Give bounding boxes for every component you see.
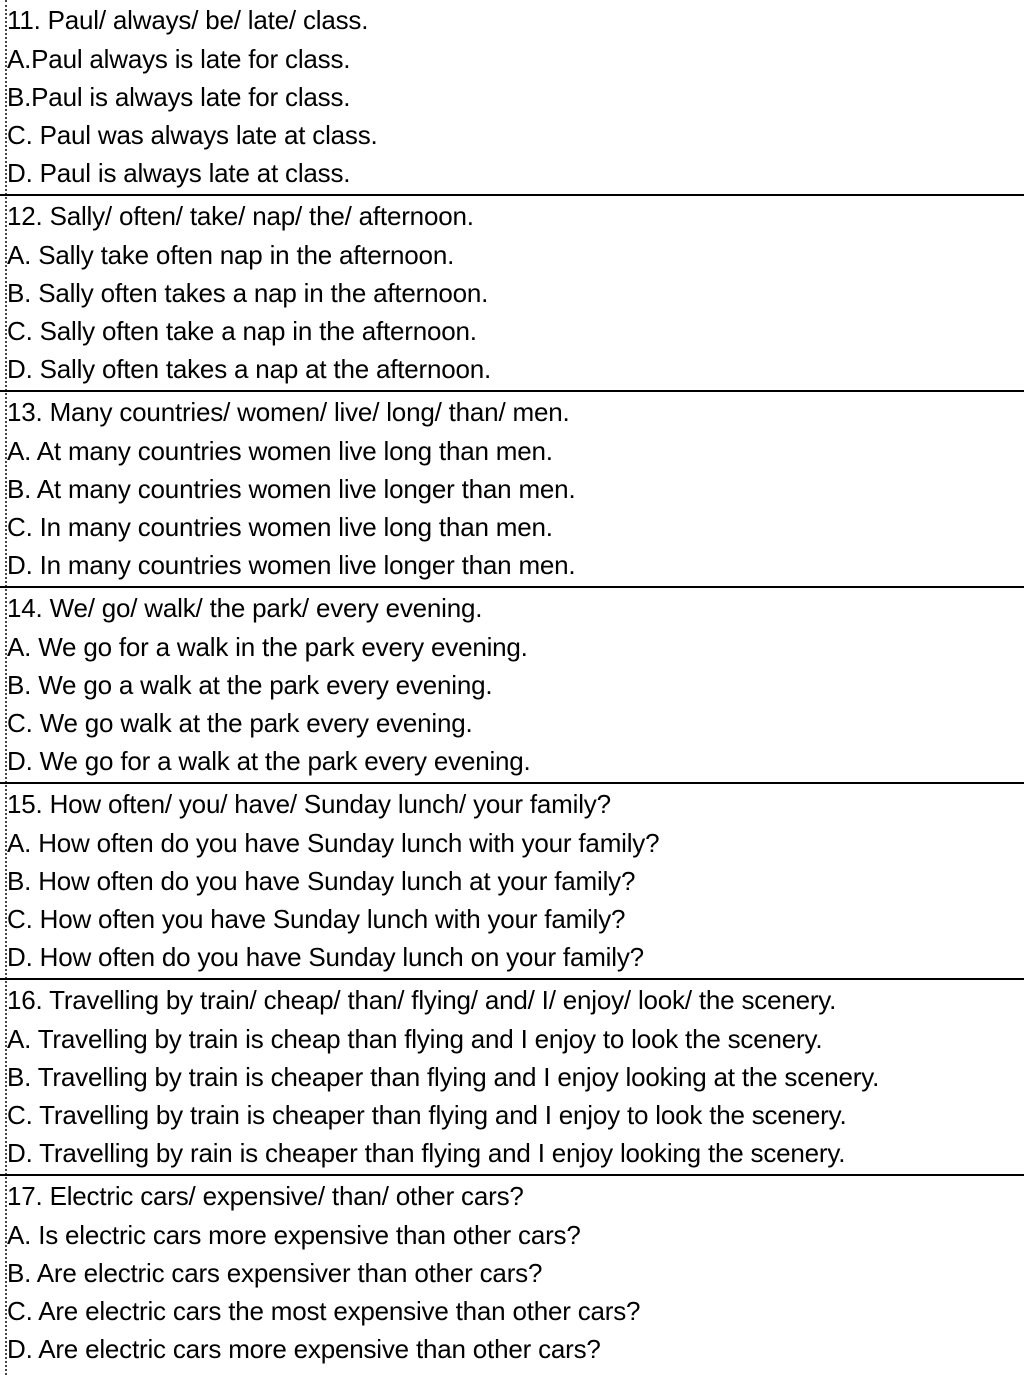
option-d: D. Are electric cars more expensive than other cars? xyxy=(7,1334,601,1364)
question-17 xyxy=(0,1176,1024,1372)
question-prompt: 16. Travelling by train/ cheap/ than/ flying/ and/ I/ enjoy/ look/ the scenery. xyxy=(7,985,837,1015)
question-15 xyxy=(0,784,1024,980)
option-b: B.Paul is always late for class. xyxy=(7,82,351,112)
option-a: A.Paul always is late for class. xyxy=(7,44,351,74)
option-c: C. Paul was always late at class. xyxy=(7,120,378,150)
option-b: B. Travelling by train is cheaper than flying and I enjoy looking at the scenery. xyxy=(7,1062,880,1092)
option-c: C. In many countries women live long than men. xyxy=(7,512,553,542)
question-prompt: 13. Many countries/ women/ live/ long/ than/ men. xyxy=(7,397,570,427)
option-d: D. Paul is always late at class. xyxy=(7,158,351,188)
option-d: D. In many countries women live longer than men. xyxy=(7,550,576,580)
option-c: C. How often you have Sunday lunch with your family? xyxy=(7,904,626,934)
option-d: D. We go for a walk at the park every evening. xyxy=(7,746,531,776)
option-a: A. At many countries women live long than men. xyxy=(7,436,553,466)
option-d: D. How often do you have Sunday lunch on your family? xyxy=(7,942,644,972)
question-prompt: 12. Sally/ often/ take/ nap/ the/ afternoon. xyxy=(7,201,474,231)
question-prompt: 17. Electric cars/ expensive/ than/ other cars? xyxy=(7,1181,524,1211)
question-prompt: 11. Paul/ always/ be/ late/ class. xyxy=(7,5,369,35)
option-c: C. Are electric cars the most expensive than other cars? xyxy=(7,1296,641,1326)
option-a: A. Sally take often nap in the afternoon. xyxy=(7,240,455,270)
option-c: C. We go walk at the park every evening. xyxy=(7,708,473,738)
option-a: A. We go for a walk in the park every evening. xyxy=(7,632,528,662)
option-b: B. How often do you have Sunday lunch at your family? xyxy=(7,866,636,896)
option-d: D. Sally often takes a nap at the afternoon. xyxy=(7,354,492,384)
question-13 xyxy=(0,392,1024,588)
option-b: B. Are electric cars expensiver than other cars? xyxy=(7,1258,543,1288)
question-16 xyxy=(0,980,1024,1176)
question-prompt: 15. How often/ you/ have/ Sunday lunch/ your family? xyxy=(7,789,611,819)
option-b: B. At many countries women live longer than men. xyxy=(7,474,576,504)
option-d: D. Travelling by rain is cheaper than flying and I enjoy looking the scenery. xyxy=(7,1138,846,1168)
question-11 xyxy=(0,0,1024,196)
question-prompt: 14. We/ go/ walk/ the park/ every evening. xyxy=(7,593,483,623)
option-c: C. Travelling by train is cheaper than flying and I enjoy to look the scenery. xyxy=(7,1100,847,1130)
question-12 xyxy=(0,196,1024,392)
option-b: B. Sally often takes a nap in the afternoon. xyxy=(7,278,489,308)
option-a: A. Is electric cars more expensive than other cars? xyxy=(7,1220,581,1250)
option-c: C. Sally often take a nap in the afternoon. xyxy=(7,316,477,346)
question-14 xyxy=(0,588,1024,784)
option-b: B. We go a walk at the park every evening. xyxy=(7,670,493,700)
option-a: A. How often do you have Sunday lunch with your family? xyxy=(7,828,660,858)
option-a: A. Travelling by train is cheap than flying and I enjoy to look the scenery. xyxy=(7,1024,823,1054)
